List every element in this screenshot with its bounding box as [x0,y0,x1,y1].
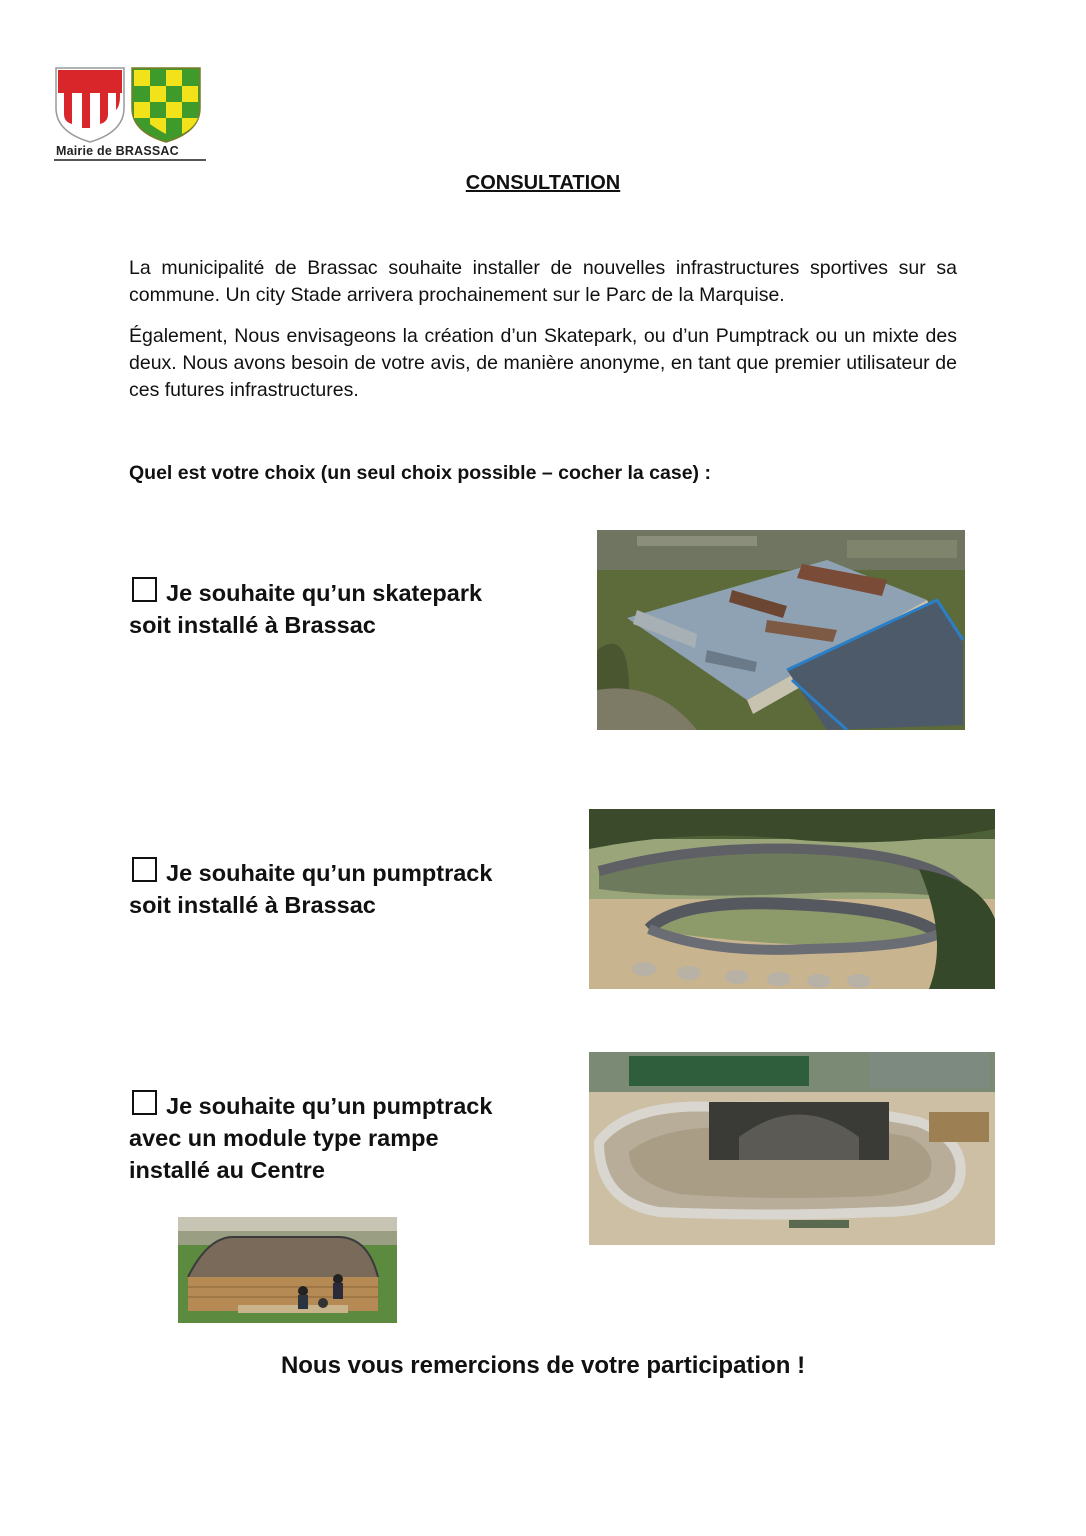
ramp-module-photo [178,1217,397,1323]
option-pumptrack-ramp-line-2: avec un module type rampe [129,1125,439,1151]
option-skatepark-line-1: Je souhaite qu’un skatepark [166,580,483,606]
skatepark-aerial-photo [597,530,965,730]
project-paragraph: Également, Nous envisageons la création d’un Skatepark, ou d’un Pumptrack ou un mixte des deux. Nous avons besoin de votre avis, de manière anonyme, en tant que premier utilisateur de ces futures infrastructures. [129,325,957,401]
checkbox-pumptrack[interactable] [132,857,157,882]
logo-caption: Mairie de BRASSAC [54,144,206,161]
option-pumptrack-ramp [129,1090,569,1186]
option-pumptrack-ramp-line-1: Je souhaite qu’un pumptrack [166,1093,493,1119]
checkbox-pumptrack-ramp[interactable] [132,1090,157,1115]
option-skatepark-line-2: soit installé à Brassac [129,612,376,638]
coat-of-arms-icon [54,66,204,144]
pumptrack-with-ramp-photo [589,1052,995,1245]
option-skatepark [129,577,559,641]
thanks-message: Nous vous remercions de votre participation ! [280,1352,806,1379]
option-pumptrack-line-1: Je souhaite qu’un pumptrack [166,860,493,886]
pumptrack-photo [589,809,995,989]
question-heading: Quel est votre choix (un seul choix possible – cocher la case) : [129,462,711,484]
option-pumptrack-ramp-line-3: installé au Centre [129,1157,325,1183]
option-pumptrack [129,857,569,921]
page-title: CONSULTATION [465,172,621,194]
option-pumptrack-line-2: soit installé à Brassac [129,892,376,918]
mairie-logo [54,66,204,162]
checkbox-skatepark[interactable] [132,577,157,602]
intro-paragraph: La municipalité de Brassac souhaite installer de nouvelles infrastructures sportives sur sa commune. Un city Stade arrivera prochainement sur le Parc de la Marquise. [129,257,957,306]
